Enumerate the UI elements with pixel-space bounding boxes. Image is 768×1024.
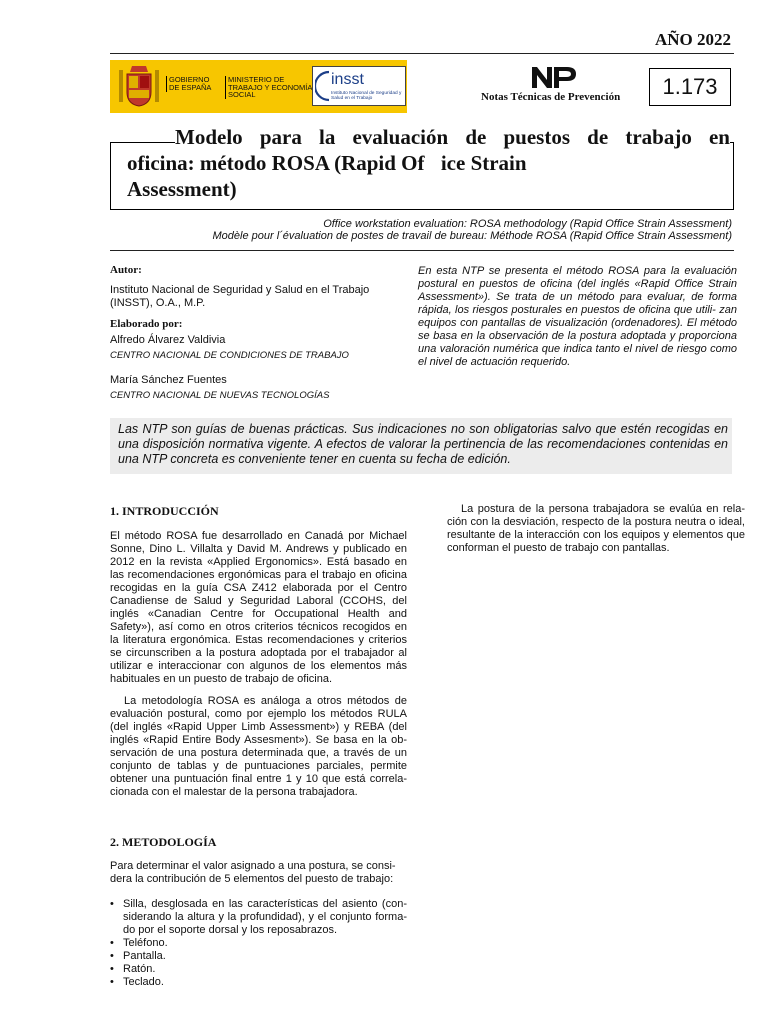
- right-column-paragraph: La postura de la persona trabajadora se evalúa en rela- ción con la desviación, respecto de la postura neutra o ideal, resultante de la interacción con los equipos y elementos que conforman el puesto de trabajo con pantallas.: [447, 503, 745, 554]
- insst-arc-icon: [315, 70, 331, 102]
- bullet-mark: •: [110, 898, 114, 910]
- insst-subtitle: Instituto Nacional de Seguridad y Salud en el Trabajo: [331, 91, 402, 101]
- ministerio-label: MINISTERIO DE TRABAJO Y ECONOMÍA SOCIAL: [225, 76, 314, 99]
- header-rule: [110, 53, 734, 54]
- author-2-name: María Sánchez Fuentes: [110, 374, 227, 386]
- title-line-2: oficina: método ROSA (Rapid Of ice Strain: [127, 151, 527, 175]
- title-english: Office workstation evaluation: ROSA methodology (Rapid Office Strain Assessment): [323, 218, 732, 230]
- list-item: • Pantalla.: [110, 950, 166, 962]
- gobierno-label: GOBIERNO DE ESPAÑA: [166, 76, 215, 92]
- author-institution: Instituto Nacional de Seguridad y Salud en el Trabajo (INSST), O.A., M.P.: [110, 284, 370, 309]
- author-1-name: Alfredo Álvarez Valdivia: [110, 334, 226, 346]
- np-logo-icon: [530, 64, 582, 90]
- elaborado-label: Elaborado por:: [110, 318, 183, 330]
- abstract: En esta NTP se presenta el método ROSA para la evaluación postural en puestos de oficina (del inglés «Rapid Office Strain Assessment»). Se trata de un método para evaluar, de forma rápida, los riesgos posturales en puestos de oficina que utili- zan equipos con pantallas de visualización (ordenadores). El método se basa en la observación de la postura adoptada y proporciona una valoración numérica que indica tanto el nivel de riesgo como el nivel de actuación requerido.: [418, 265, 737, 368]
- series-name: Notas Técnicas de Prevención: [481, 91, 621, 103]
- title-french: Modèle pour l´évaluation de postes de travail de bureau: Méthode ROSA (Rapid Office Strain Assessment): [212, 230, 732, 242]
- notice-text: Las NTP son guías de buenas prácticas. Sus indicaciones no son obligatorias salvo que estén recogidas en una disposición normativa vigente. A efectos de valorar la pertinencia de las recomendaciones contenidas en una NTP concreta es conveniente tener en cuenta su fecha de edición.: [118, 422, 728, 466]
- author-2-center: CENTRO NACIONAL DE NUEVAS TECNOLOGÍAS: [110, 390, 330, 401]
- ntp-number: 1.173: [649, 68, 731, 106]
- bullet-mark: •: [110, 937, 114, 949]
- title-line-3: Assessment): [127, 177, 237, 201]
- list-item: • Silla, desglosada en las características del asiento (con- siderando la altura y la profundidad), y el conjunto forma- do por el soporte dorsal y los reposabrazos.: [110, 898, 407, 936]
- bullet-mark: •: [110, 963, 114, 975]
- list-item: • Teléfono.: [110, 937, 168, 949]
- list-item: • Ratón.: [110, 963, 156, 975]
- section-1-paragraph-1: El método ROSA fue desarrollado en Canadá por Michael Sonne, Dino L. Villalta y David M. Andrews y publicado en 2012 en la revista «Applied Ergonomics». Está basado en las recomendaciones ergonómicas para el trabajo en oficina recogidas en la guía CSA Z412 elaborada por el Centro Canadiense de Salud y Seguridad Laboral (CCOHS, del inglés «Canadian Centre for Occupational Health and Safety»), así como en otros criterios técnicos recogidos en la literatura ergonómica. Estas recomendaciones y criterios se circunscriben a la postura adoptada por el trabajador al utilizar e interaccionar con algunos de los elementos más habituales en un puesto de trabajo de oficina.: [110, 530, 407, 685]
- section-2-heading: 2. METODOLOGÍA: [110, 835, 217, 849]
- bullet-mark: •: [110, 950, 114, 962]
- section-1-heading: 1. INTRODUCCIÓN: [110, 504, 219, 518]
- title-line-1: Modelo para la evaluación de puestos de trabajo en: [175, 125, 730, 149]
- author-1-center: CENTRO NACIONAL DE CONDICIONES DE TRABAJO: [110, 350, 349, 361]
- insst-name: insst: [331, 71, 364, 88]
- element-list: [110, 898, 407, 989]
- bullet-mark: •: [110, 976, 114, 988]
- edition-year: AÑO 2022: [654, 30, 731, 49]
- list-item: • Teclado.: [110, 976, 164, 988]
- coat-of-arms-icon: [116, 62, 162, 110]
- title-rule: [110, 250, 734, 251]
- insst-logo: [312, 66, 406, 106]
- section-2-intro: Para determinar el valor asignado a una postura, se consi- dera la contribución de 5 elementos del puesto de trabajo:: [110, 860, 396, 885]
- author-label: Autor:: [110, 264, 142, 276]
- section-1-paragraph-2: La metodología ROSA es análoga a otros métodos de evaluación postural, como por ejemplo los métodos RULA (del inglés «Rapid Upper Limb Assessment») y REBA (del inglés «Rapid Entire Body Assesment»). Se basa en la ob- servación de una postura determinada que, a través de un conjunto de tablas y de puntuaciones parciales, permite obtener una puntuación final entre 1 y 10 que está correla- cionada con el malestar de la persona trabajadora.: [110, 695, 407, 798]
